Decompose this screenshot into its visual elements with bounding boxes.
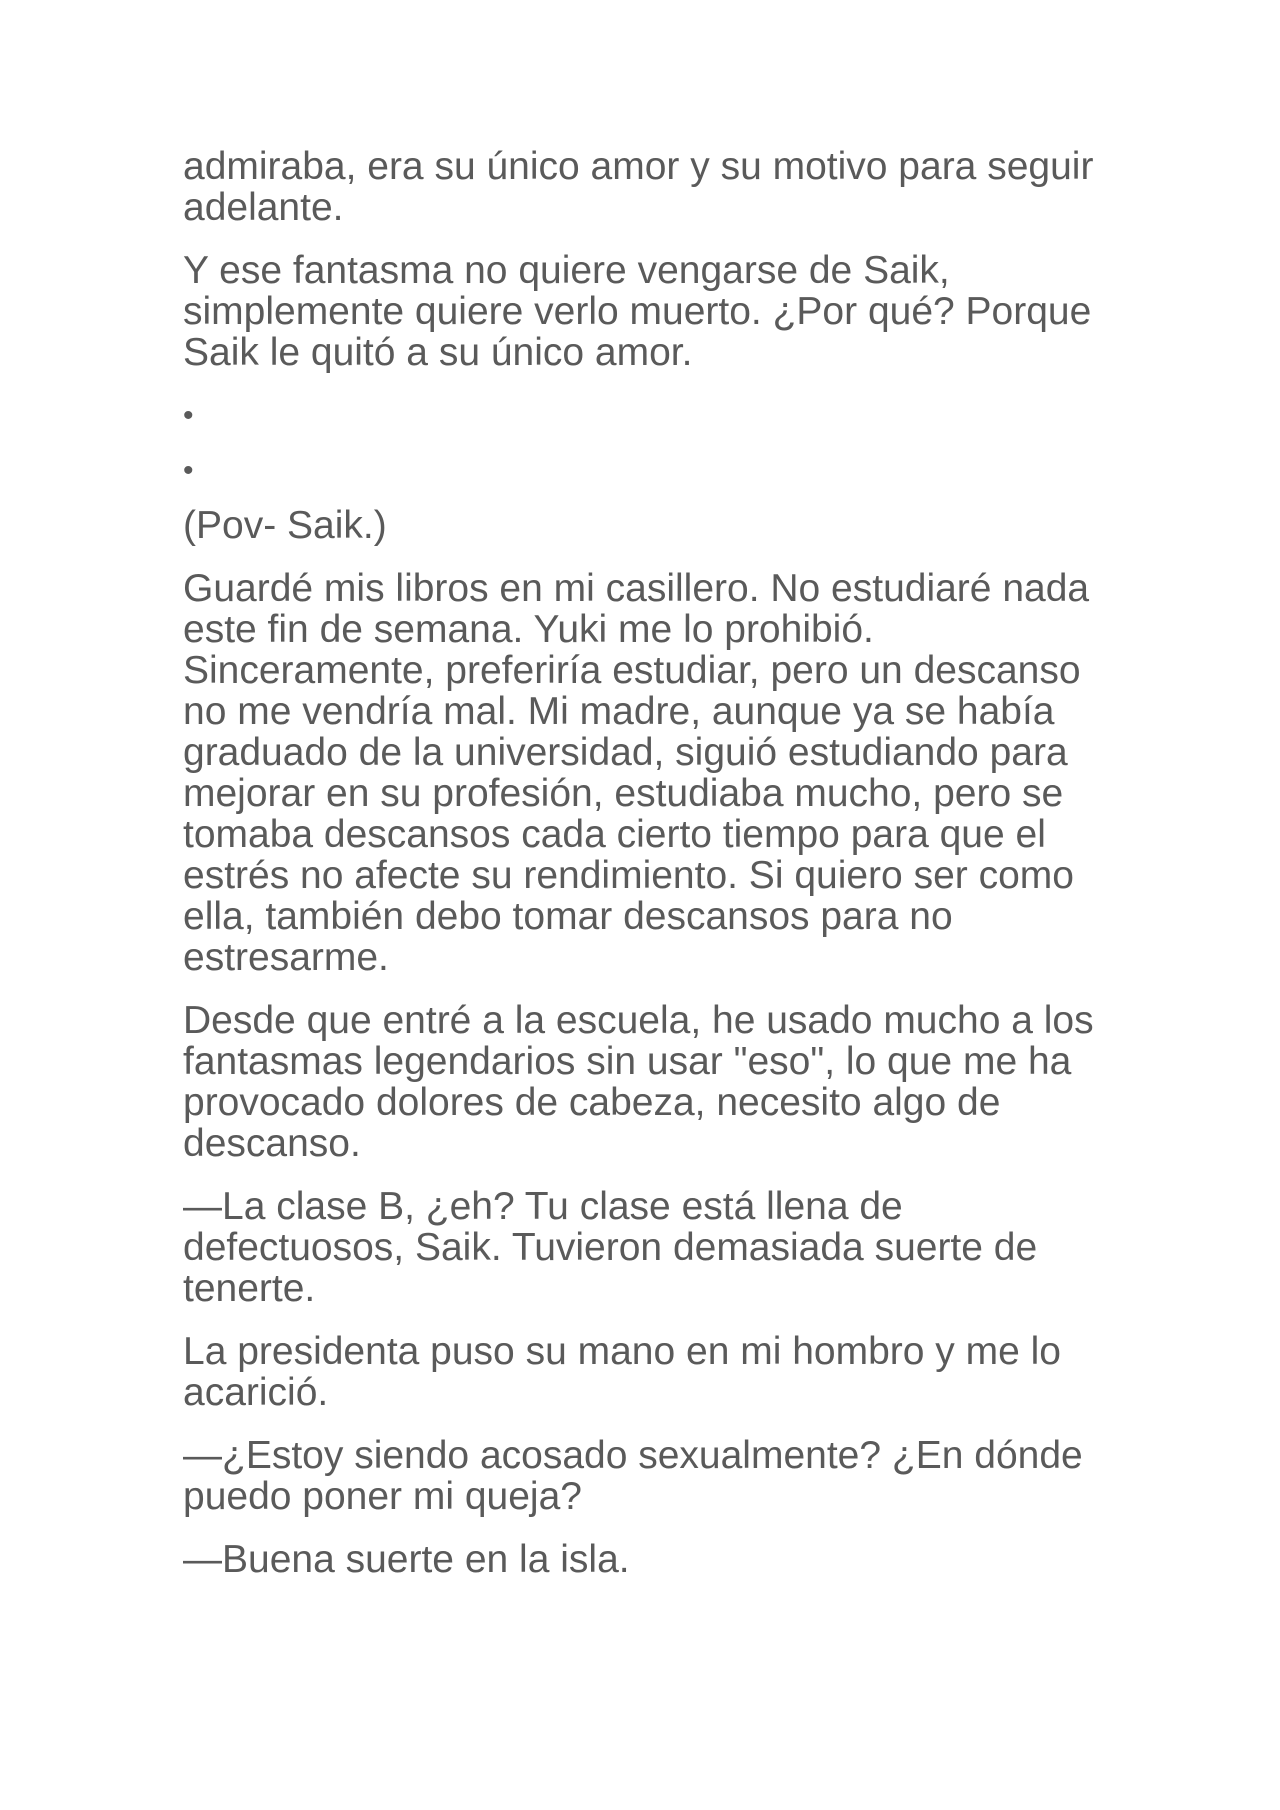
paragraph: La presidenta puso su mano en mi hombro y me lo acarició.	[183, 1330, 1061, 1414]
paragraph: Desde que entré a la escuela, he usado mucho a los fantasmas legendarios sin usar "eso", lo que me ha provocado dolores de cabeza, necesito algo de descanso.	[183, 999, 1094, 1165]
dialogue-line: —La clase B, ¿eh? Tu clase está llena de defectuosos, Saik. Tuvieron demasiada suerte de tenerte.	[183, 1185, 1038, 1310]
document-page	[183, 146, 1103, 1602]
bullet-separator	[183, 395, 1103, 436]
bullet-glyph: •	[183, 399, 194, 432]
bullet-separator	[183, 450, 1103, 491]
dialogue-line: —¿Estoy siendo acosado sexualmente? ¿En dónde puedo poner mi queja?	[183, 1434, 1083, 1518]
dialogue-line: —Buena suerte en la isla.	[183, 1538, 630, 1581]
bullet-glyph: •	[183, 454, 194, 487]
paragraph: admiraba, era su único amor y su motivo para seguir adelante.	[183, 145, 1094, 229]
paragraph: Guardé mis libros en mi casillero. No estudiaré nada este fin de semana. Yuki me lo prohibió. Sinceramente, preferiría estudiar, pero un descanso no me vendría mal. Mi madre, aunque ya se había graduado de la universidad, siguió estudiando para mejorar en su profesión, estudiaba mucho, pero se tomaba descansos cada cierto tiempo para que el estrés no afecte su rendimiento. Si quiero ser como ella, también debo tomar descansos para no estresarme.	[183, 567, 1090, 979]
paragraph: Y ese fantasma no quiere vengarse de Saik, simplemente quiere verlo muerto. ¿Por qué? Porque Saik le quitó a su único amor.	[183, 249, 1092, 374]
pov-heading: (Pov- Saik.)	[183, 504, 387, 547]
